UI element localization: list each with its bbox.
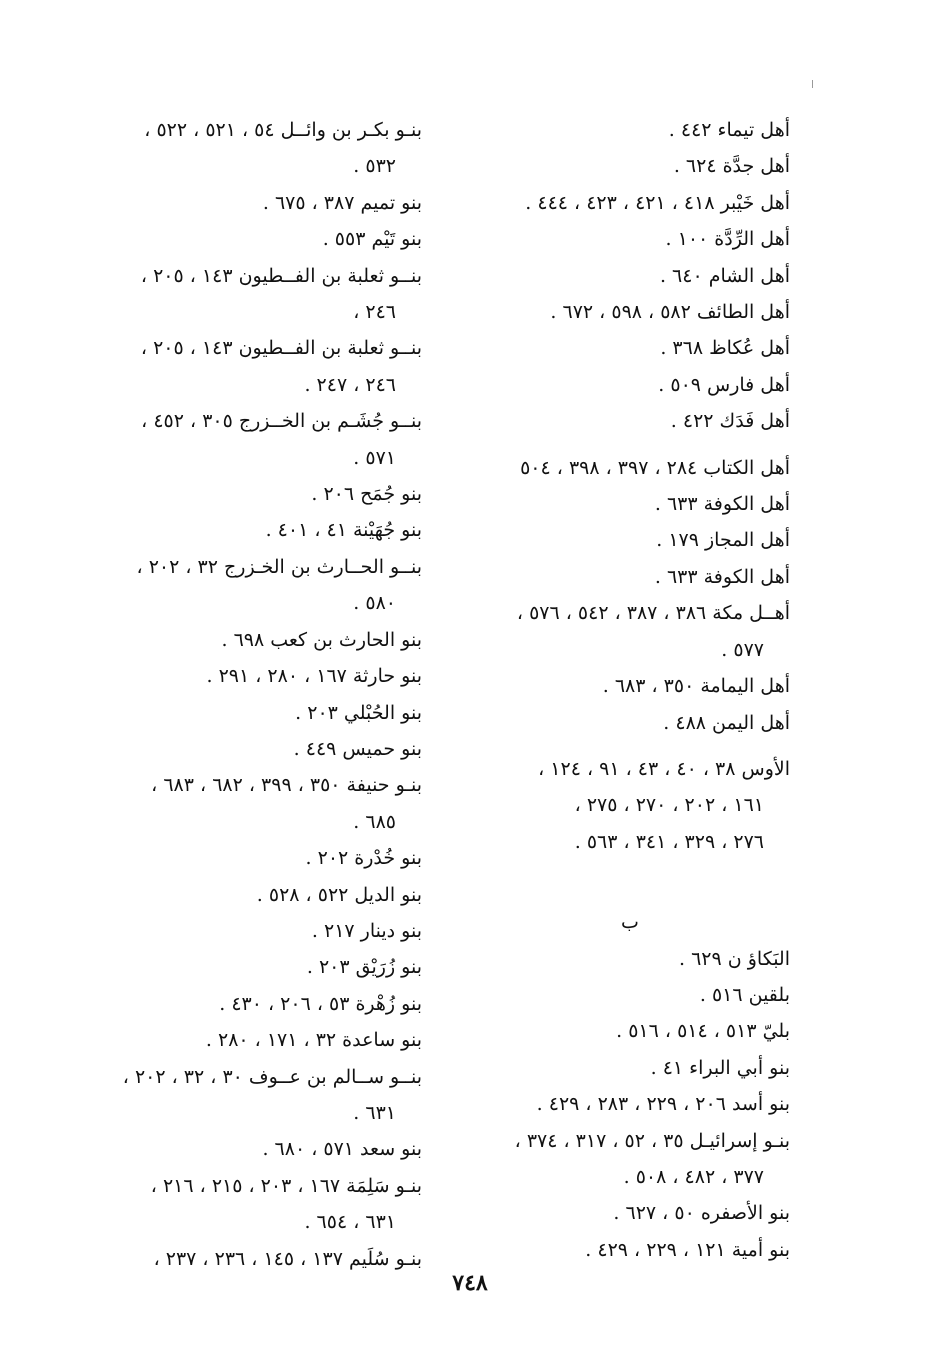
index-entry: ٥٧١ . [353,446,396,469]
index-entry: بليّ ٥١٣ ، ٥١٤ ، ٥١٦ . [616,1020,790,1043]
index-entry: أهل الشام ٦٤٠ . [659,264,790,287]
index-entry: بنــو ســالم بن عــوف ٣٠ ، ٣٢ ، ٢٠٢ ، [122,1065,422,1088]
index-entry: أهل فَدَك ٤٢٢ . [670,410,790,433]
index-entry: بلقين ٥١٦ . [699,983,790,1006]
index-entry: أهل تيماء ٤٤٢ . [668,119,790,141]
index-entry: بنـو إسرائيـل ٣٥ ، ٥٢ ، ٣١٧ ، ٣٧٤ ، [514,1129,790,1152]
index-entry: أهل المجاز ١٧٩ . [656,529,790,552]
index-entry: بنو حارثة ١٦٧ ، ٢٨٠ ، ٢٩١ . [206,665,422,688]
index-entry: بنو الأصفره ٥٠ ، ٦٢٧ . [613,1202,790,1225]
index-entry: بنو زُرَيْق ٢٠٣ . [306,956,422,979]
index-entry: بنو خُدْرة ٢٠٢ . [305,847,422,870]
index-entry: ٥٨٠ . [353,592,396,615]
index-entry: ٣٧٧ ، ٤٨٢ ، ٥٠٨ . [623,1165,764,1188]
index-entry: بنو الحُبْلي ٢٠٣ . [295,701,422,724]
index-entry: أهل اليمامة ٣٥٠ ، ٦٨٣ . [602,675,790,698]
index-entry: البَكاؤ ن ٦٢٩ . [678,947,790,970]
index-entry: بنو دينار ٢١٧ . [311,919,422,942]
index-entry: بنو تَيْم ٥٥٣ . [322,228,422,251]
index-entry: أهــل مكة ٣٨٦ ، ٣٨٧ ، ٥٤٢ ، ٥٧٦ ، [516,602,790,625]
index-column-right [460,112,790,1268]
index-entry: بنو جُمَح ٢٠٦ . [311,483,422,506]
index-entry: بنــو جُشَـم بن الخــزرج ٣٠٥ ، ٤٥٢ ، [141,410,422,433]
index-entry: بنــو ثعلبة بن الفــطيون ١٤٣ ، ٢٠٥ ، [140,337,422,360]
index-entry: ٥٧٧ . [721,638,764,661]
index-entry: أهل الطائف ٥٨٢ ، ٥٩٨ ، ٦٧٢ . [550,301,790,324]
index-entry: بنو الديل ٥٢٢ ، ٥٢٨ . [256,883,422,906]
section-letter: ب [621,911,639,934]
index-entry: بنـو سَلِمَة ١٦٧ ، ٢٠٣ ، ٢١٥ ، ٢١٦ ، [150,1174,422,1197]
index-column-left [92,112,422,1277]
index-entry: بنو زُهْرة ٥٣ ، ٢٠٦ ، ٤٣٠ . [219,992,422,1015]
index-entry: بنو تميم ٣٨٧ ، ٦٧٥ . [262,191,422,214]
index-entry: ٢٤٦ ، ٢٤٧ . [304,373,396,396]
index-entry: أهل عُكاظ ٣٦٨ . [660,337,790,360]
index-entry: ٢٤٦ ، [353,301,396,324]
index-entry: أهل اليمن ٤٨٨ . [663,711,790,734]
index-entry: ٦٨٥ . [353,810,396,833]
index-entry: الأوس ٣٨ ، ٤٠ ، ٤٣ ، ٩١ ، ١٢٤ ، [538,757,790,780]
index-entry: ١٦١ ، ٢٠٢ ، ٢٧٠ ، ٢٧٥ ، [574,794,764,817]
index-entry: بنـو سُلَيم ١٣٧ ، ١٤٥ ، ٢٣٦ ، ٢٣٧ ، [153,1247,422,1270]
index-entry: أهل خَيْبر ٤١٨ ، ٤٢١ ، ٤٢٣ ، ٤٤٤ . [525,191,790,214]
index-entry: أهل الرِّدَّة ١٠٠ . [665,228,790,251]
index-entry: بنو جُهَيْنة ٤١ ، ٤٠١ . [265,519,422,542]
index-entry: بنـو حنيفة ٣٥٠ ، ٣٩٩ ، ٦٨٢ ، ٦٨٣ ، [151,774,422,797]
index-entry: بنو سعد ٥٧١ ، ٦٨٠ . [262,1138,422,1161]
index-entry: بنو حميس ٤٤٩ . [293,737,422,760]
page-number: ٧٤٨ [452,1270,488,1296]
index-entry: بنــو الحــارث بن الخـزرج ٣٢ ، ٢٠٢ ، [136,555,422,578]
index-entry: بنو أبي البراء ٤١ . [650,1056,790,1079]
index-entry: ٥٣٢ . [353,155,396,178]
index-entry: ٢٧٦ ، ٣٢٩ ، ٣٤١ ، ٥٦٣ . [574,830,764,853]
index-entry: أهل الكوفة ٦٣٣ . [654,493,790,516]
page-tick-mark [812,80,813,88]
index-entry: بنو الحارث بن كعب ٦٩٨ . [221,628,422,651]
index-entry: أهل الكتاب ٢٨٤ ، ٣٩٧ ، ٣٩٨ ، ٥٠٤ [520,456,790,479]
index-entry: بنو ساعدة ٣٢ ، ١٧١ ، ٢٨٠ . [205,1029,422,1052]
index-entry: بنو أسد ٢٠٦ ، ٢٢٩ ، ٢٨٣ ، ٤٢٩ . [536,1093,790,1116]
index-entry: بنـو بكـر بن وائــل ٥٤ ، ٥٢١ ، ٥٢٢ ، [144,119,422,141]
index-entry: بنو أمية ١٢١ ، ٢٢٩ ، ٤٢٩ . [585,1238,790,1261]
index-entry: ٦٣١ . [353,1101,396,1124]
index-entry: ٦٣١ ، ٦٥٤ . [304,1211,396,1234]
index-entry: أهل جدَّة ٦٢٤ . [673,155,790,178]
index-entry: أهل فارس ٥٠٩ . [658,373,790,396]
index-entry: أهل الكوفة ٦٣٣ . [654,565,790,588]
index-entry: بنــو ثعلبة بن الفــطيون ١٤٣ ، ٢٠٥ ، [140,264,422,287]
